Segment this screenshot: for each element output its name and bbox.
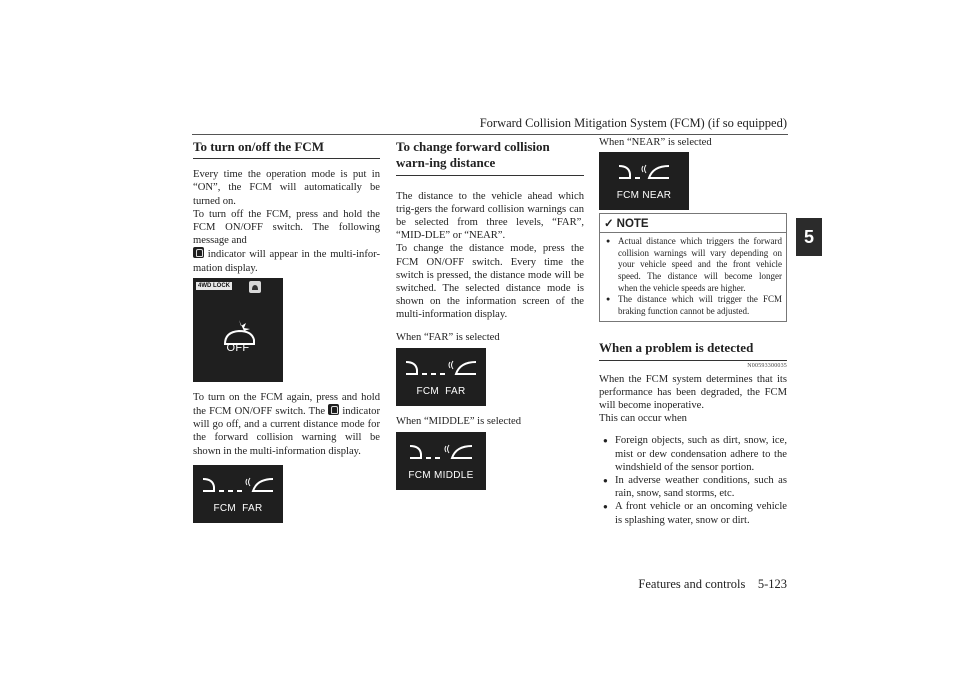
- list-item: ● A front vehicle or an oncoming vehicle is splashing water, snow or dirt.: [599, 500, 787, 526]
- caption-middle: When “MIDDLE” is selected: [396, 415, 522, 427]
- display-fcm-off: [193, 278, 283, 382]
- section-heading-change-distance: To change forward collision warn-ing distance: [396, 135, 584, 176]
- distance-middle-icon: [404, 440, 478, 466]
- display-fcm-far: [193, 465, 283, 523]
- paragraph: When the FCM system determines that its performance has been degraded, the FCM will become inoperative.: [599, 373, 787, 412]
- column-3: [599, 135, 787, 527]
- paragraph: The distance to the vehicle ahead which trig-gers the forward collision warnings can be selected from three levels, “FAR”, “MID-DLE” or “NEAR”.: [396, 190, 584, 242]
- 4wd-lock-badge: 4WD LOCK: [198, 282, 230, 289]
- note-title: NOTE: [616, 218, 649, 231]
- column-1: [193, 135, 380, 523]
- off-label: OFF: [226, 341, 250, 354]
- checkmark-icon: ✓: [604, 218, 614, 231]
- fcm-middle-label: FCM MIDDLE: [408, 469, 474, 481]
- section-heading-turn-on-off: To turn on/off the FCM: [193, 135, 380, 159]
- fcm-near-label: FCM NEAR: [616, 190, 672, 202]
- paragraph: To change the distance mode, press the FCM ON/OFF switch. Every time the switch is pressed, the distance mode will be switched. The selected distance mode is shown on the information screen of the multi-information display.: [396, 243, 584, 321]
- caption-far: When “FAR” is selected: [396, 331, 500, 343]
- condition-list: [599, 434, 787, 526]
- note-header: [600, 214, 786, 233]
- reference-code: N00593300035: [747, 362, 787, 369]
- fcm-off-indicator-icon: [193, 247, 204, 258]
- fcm-off-indicator-icon: [328, 404, 339, 415]
- paragraph: This can occur when: [599, 413, 687, 425]
- note-body: [600, 233, 786, 321]
- display-fcm-far: [396, 348, 486, 406]
- caption-near: When “NEAR” is selected: [599, 137, 712, 148]
- column-2: [396, 135, 584, 490]
- paragraph: Every time the operation mode is put in “ON”, the FCM will automatically be turned on.: [193, 169, 380, 207]
- running-header-title: Forward Collision Mitigation System (FCM) (if so equipped): [479, 116, 787, 130]
- fcm-far-label: FCM FAR: [213, 502, 263, 514]
- display-fcm-middle: [396, 432, 486, 490]
- fcm-small-indicator-icon: [249, 281, 261, 293]
- distance-far-icon: [404, 356, 478, 382]
- page-reference: Features and controls 5-123: [638, 577, 787, 591]
- note-box: [599, 213, 787, 322]
- note-item: ● Actual distance which triggers the forward collision warnings will vary depending on your vehicle speed and the front vehicle speed. The distance will become longer when the vehicle speeds are higher.: [604, 236, 782, 294]
- paragraph: To turn off the FCM, press and hold the FCM ON/OFF switch. The following message and indicator will appear in the multi-infor-mation display.: [193, 208, 380, 274]
- display-fcm-near: [599, 152, 689, 210]
- list-item: ● In adverse weather conditions, such as rain, snow, sand storms, etc.: [599, 474, 787, 500]
- chapter-tab[interactable]: 5: [796, 218, 822, 256]
- paragraph: To turn on the FCM again, press and hold the FCM ON/OFF switch. The indicator will go off, and a current distance mode for the forward collision warning will be shown in the multi-information display.: [193, 391, 380, 457]
- fcm-far-label: FCM FAR: [416, 385, 466, 397]
- distance-near-icon: [607, 160, 681, 186]
- note-item: ● The distance which will trigger the FCM braking function cannot be adjusted.: [604, 294, 782, 317]
- list-item: ● Foreign objects, such as dirt, snow, ice, mist or dew condensation adhere to the windshield of the sensor portion.: [599, 434, 787, 474]
- section-heading-problem-detected: When a problem is detected: [599, 336, 787, 360]
- distance-far-icon: [201, 473, 275, 499]
